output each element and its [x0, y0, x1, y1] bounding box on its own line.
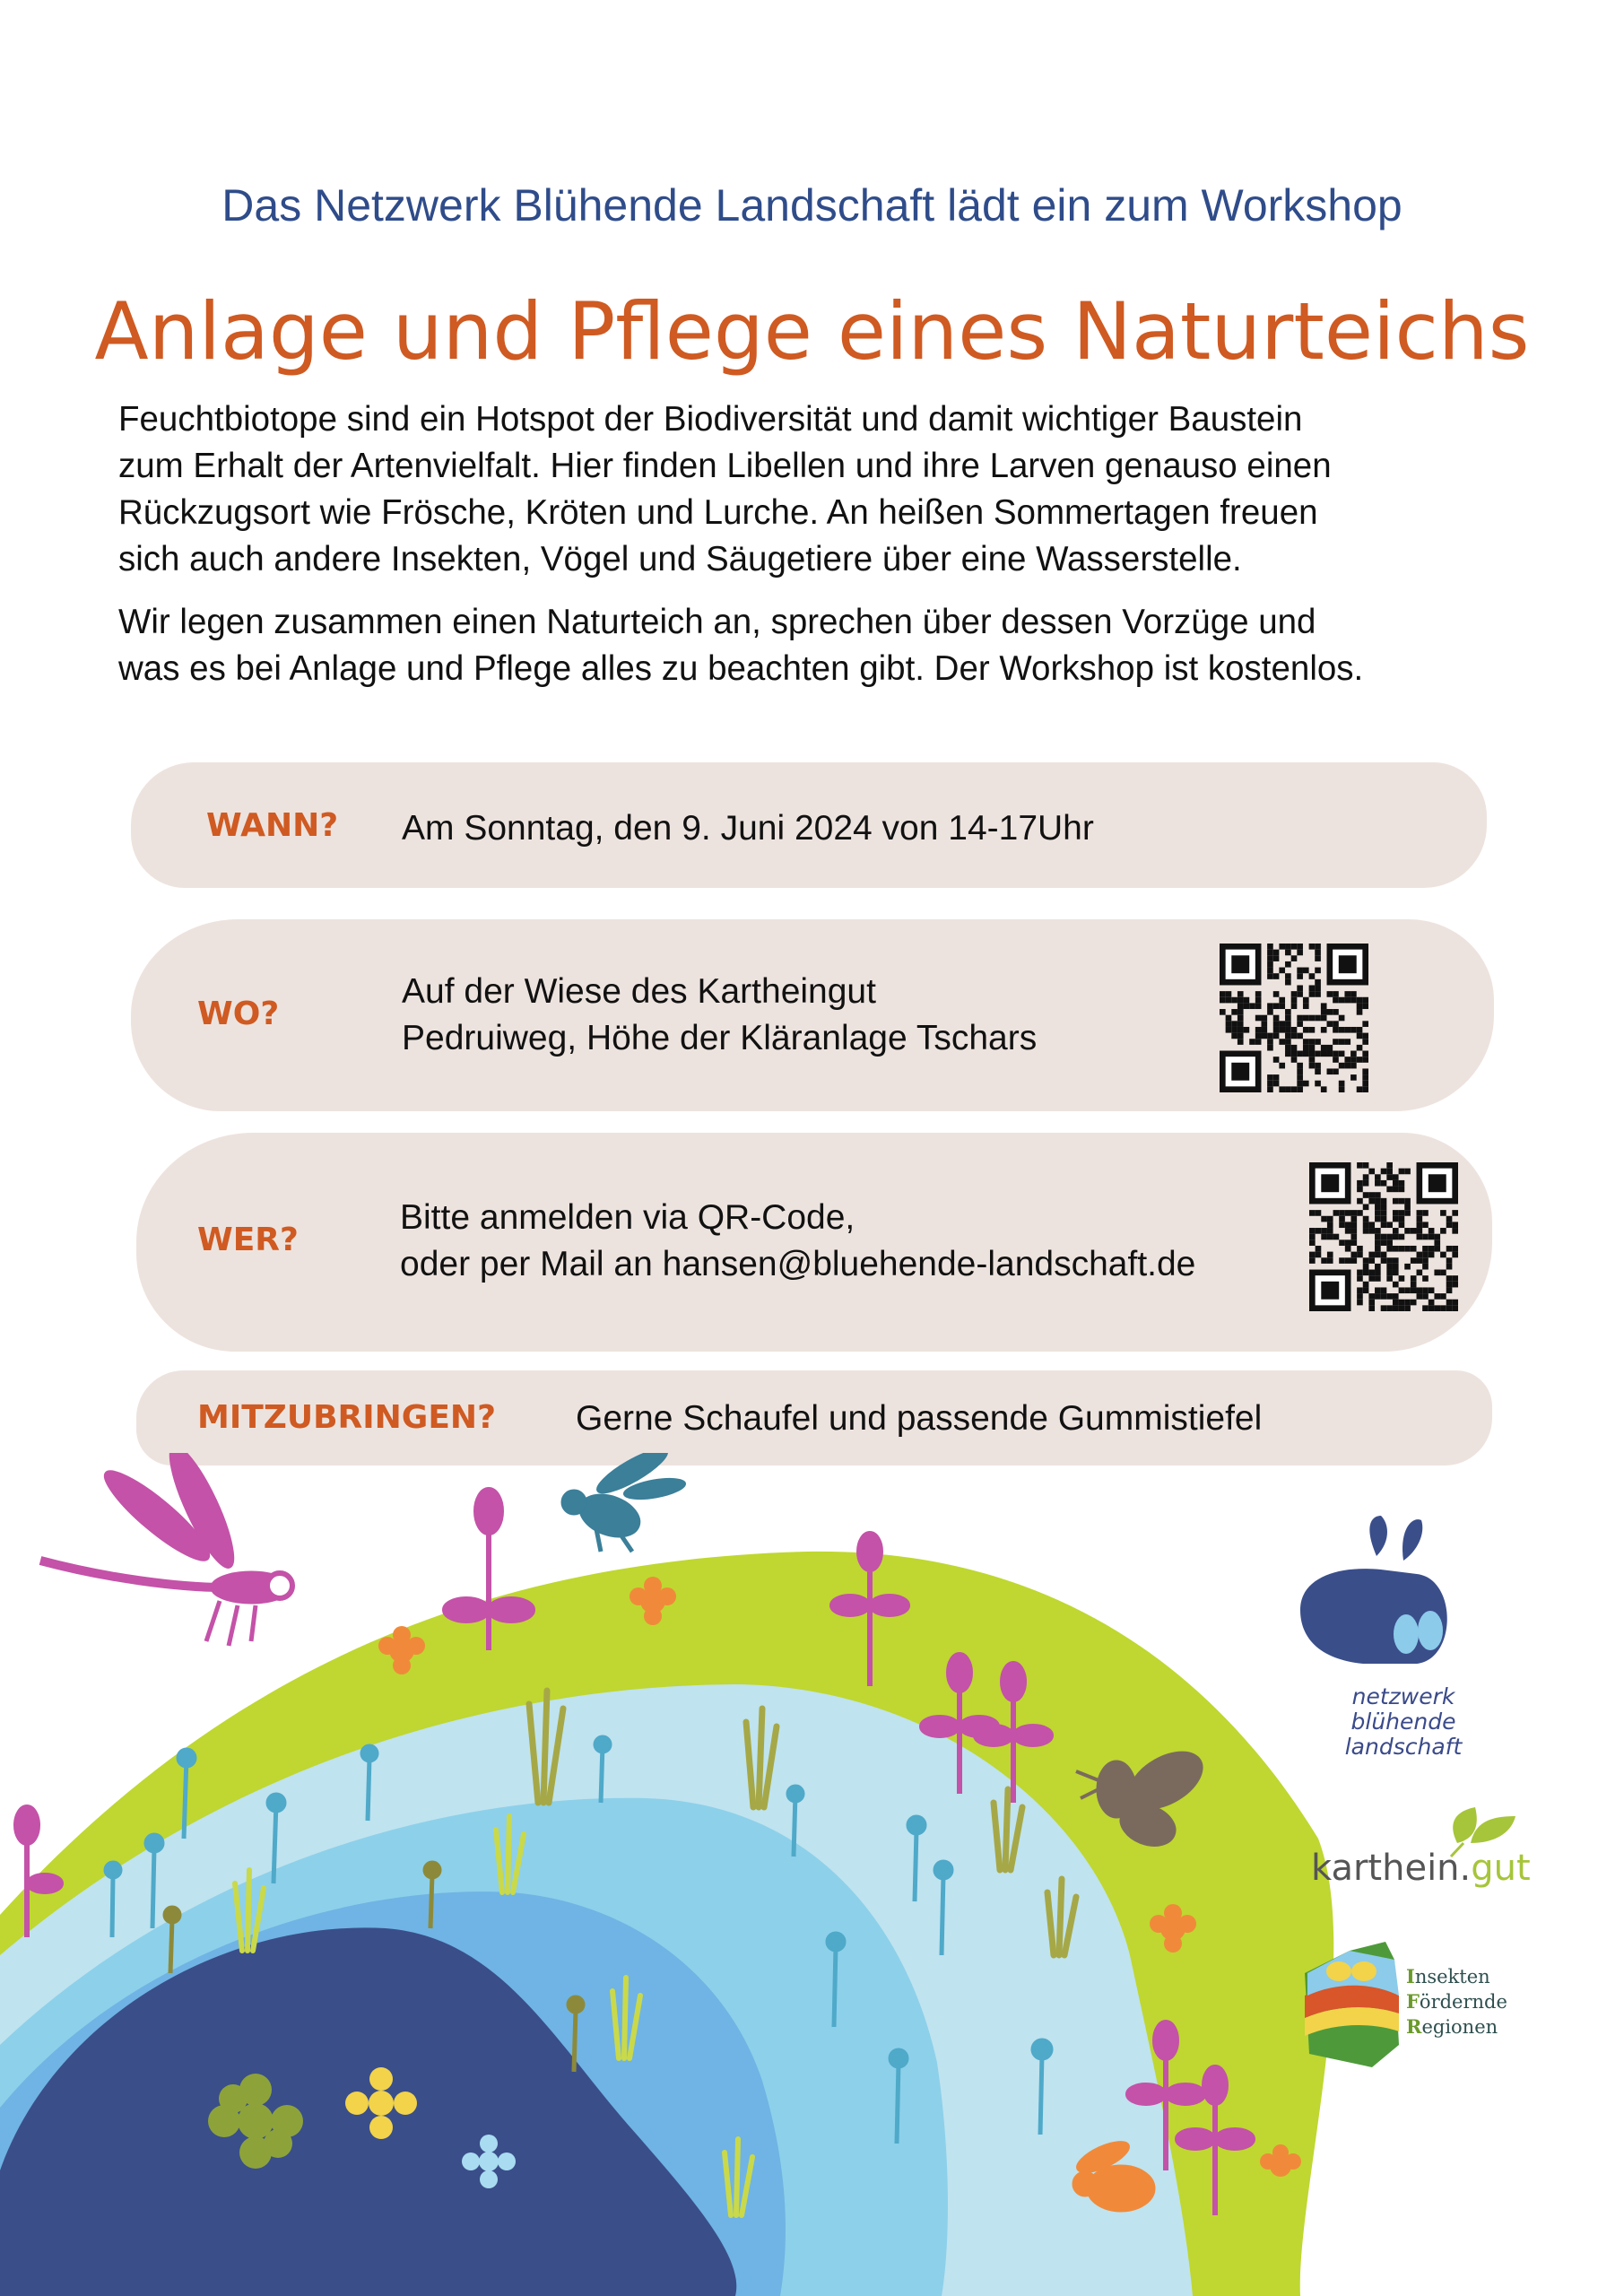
dragonfly-icon — [40, 1453, 292, 1646]
qr-code-icon[interactable] — [1220, 944, 1368, 1092]
paragraph-1-line: Rückzugsort wie Frösche, Kröten und Lurche. An heißen Sommertagen freuen — [118, 493, 1318, 532]
karthein-logo-accent: gut — [1471, 1848, 1531, 1889]
netzwerk-logo-text — [1309, 1684, 1498, 1760]
wo-line: Pedruiweg, Höhe der Kläranlage Tschars — [402, 1019, 1038, 1057]
netzwerk-logo-line: landschaft — [1344, 1734, 1463, 1760]
netzwerk-logo-line: netzwerk — [1351, 1683, 1455, 1709]
wann-value: Am Sonntag, den 9. Juni 2024 von 14-17Uhr — [402, 809, 1094, 848]
intro-line: Das Netzwerk Blühende Landschaft lädt ein zum Workshop — [221, 180, 1403, 230]
wer-line: Bitte anmelden via QR-Code, — [400, 1198, 855, 1237]
paragraph-2 — [118, 599, 1535, 692]
paragraph-2-line: was es bei Anlage und Pflege alles zu beachten gibt. Der Workshop ist kostenlos. — [118, 649, 1364, 688]
page-title: Anlage und Pflege eines Naturteichs — [94, 285, 1530, 378]
paragraph-1 — [118, 396, 1535, 583]
wo-line: Auf der Wiese des Kartheingut — [402, 972, 876, 1011]
wer-value — [400, 1195, 1195, 1288]
wo-value — [402, 969, 1037, 1062]
ifr-rest: nsekten — [1414, 1966, 1490, 1987]
qr-code-icon[interactable] — [1309, 1162, 1458, 1311]
karthein-logo-main: karthein. — [1311, 1848, 1472, 1889]
paragraph-1-line: zum Erhalt der Artenvielfalt. Hier finden Libellen und ihre Larven genauso einen — [118, 447, 1332, 485]
ifr-initial: F — [1406, 1990, 1420, 2013]
ifr-logo-text — [1406, 1964, 1507, 2039]
ifr-rest: ördernde — [1419, 1991, 1507, 2013]
paragraph-1-line: Feuchtbiotope sind ein Hotspot der Biodiversität und damit wichtiger Baustein — [118, 400, 1303, 439]
mitbringen-label: MITZUBRINGEN? — [197, 1399, 496, 1436]
netzwerk-logo-icon — [1300, 1516, 1447, 1664]
mitbringen-value: Gerne Schaufel und passende Gummistiefel — [576, 1399, 1263, 1438]
wann-label: WANN? — [206, 807, 339, 844]
netzwerk-logo-line: blühende — [1350, 1709, 1456, 1735]
ifr-rest: egionen — [1421, 2016, 1498, 2038]
paragraph-2-line: Wir legen zusammen einen Naturteich an, sprechen über dessen Vorzüge und — [118, 603, 1316, 641]
ifr-initial: R — [1406, 2015, 1422, 2038]
wer-line: oder per Mail an hansen@bluehende-landschaft.de — [400, 1245, 1196, 1283]
ifr-initial: I — [1406, 1965, 1415, 1987]
karthein-logo-text — [1311, 1848, 1531, 1889]
wer-label: WER? — [197, 1222, 299, 1258]
paragraph-1-line: sich auch andere Insekten, Vögel und Säugetiere über eine Wasserstelle. — [118, 540, 1242, 578]
bee-icon — [561, 1453, 687, 1552]
wo-label: WO? — [197, 996, 280, 1032]
